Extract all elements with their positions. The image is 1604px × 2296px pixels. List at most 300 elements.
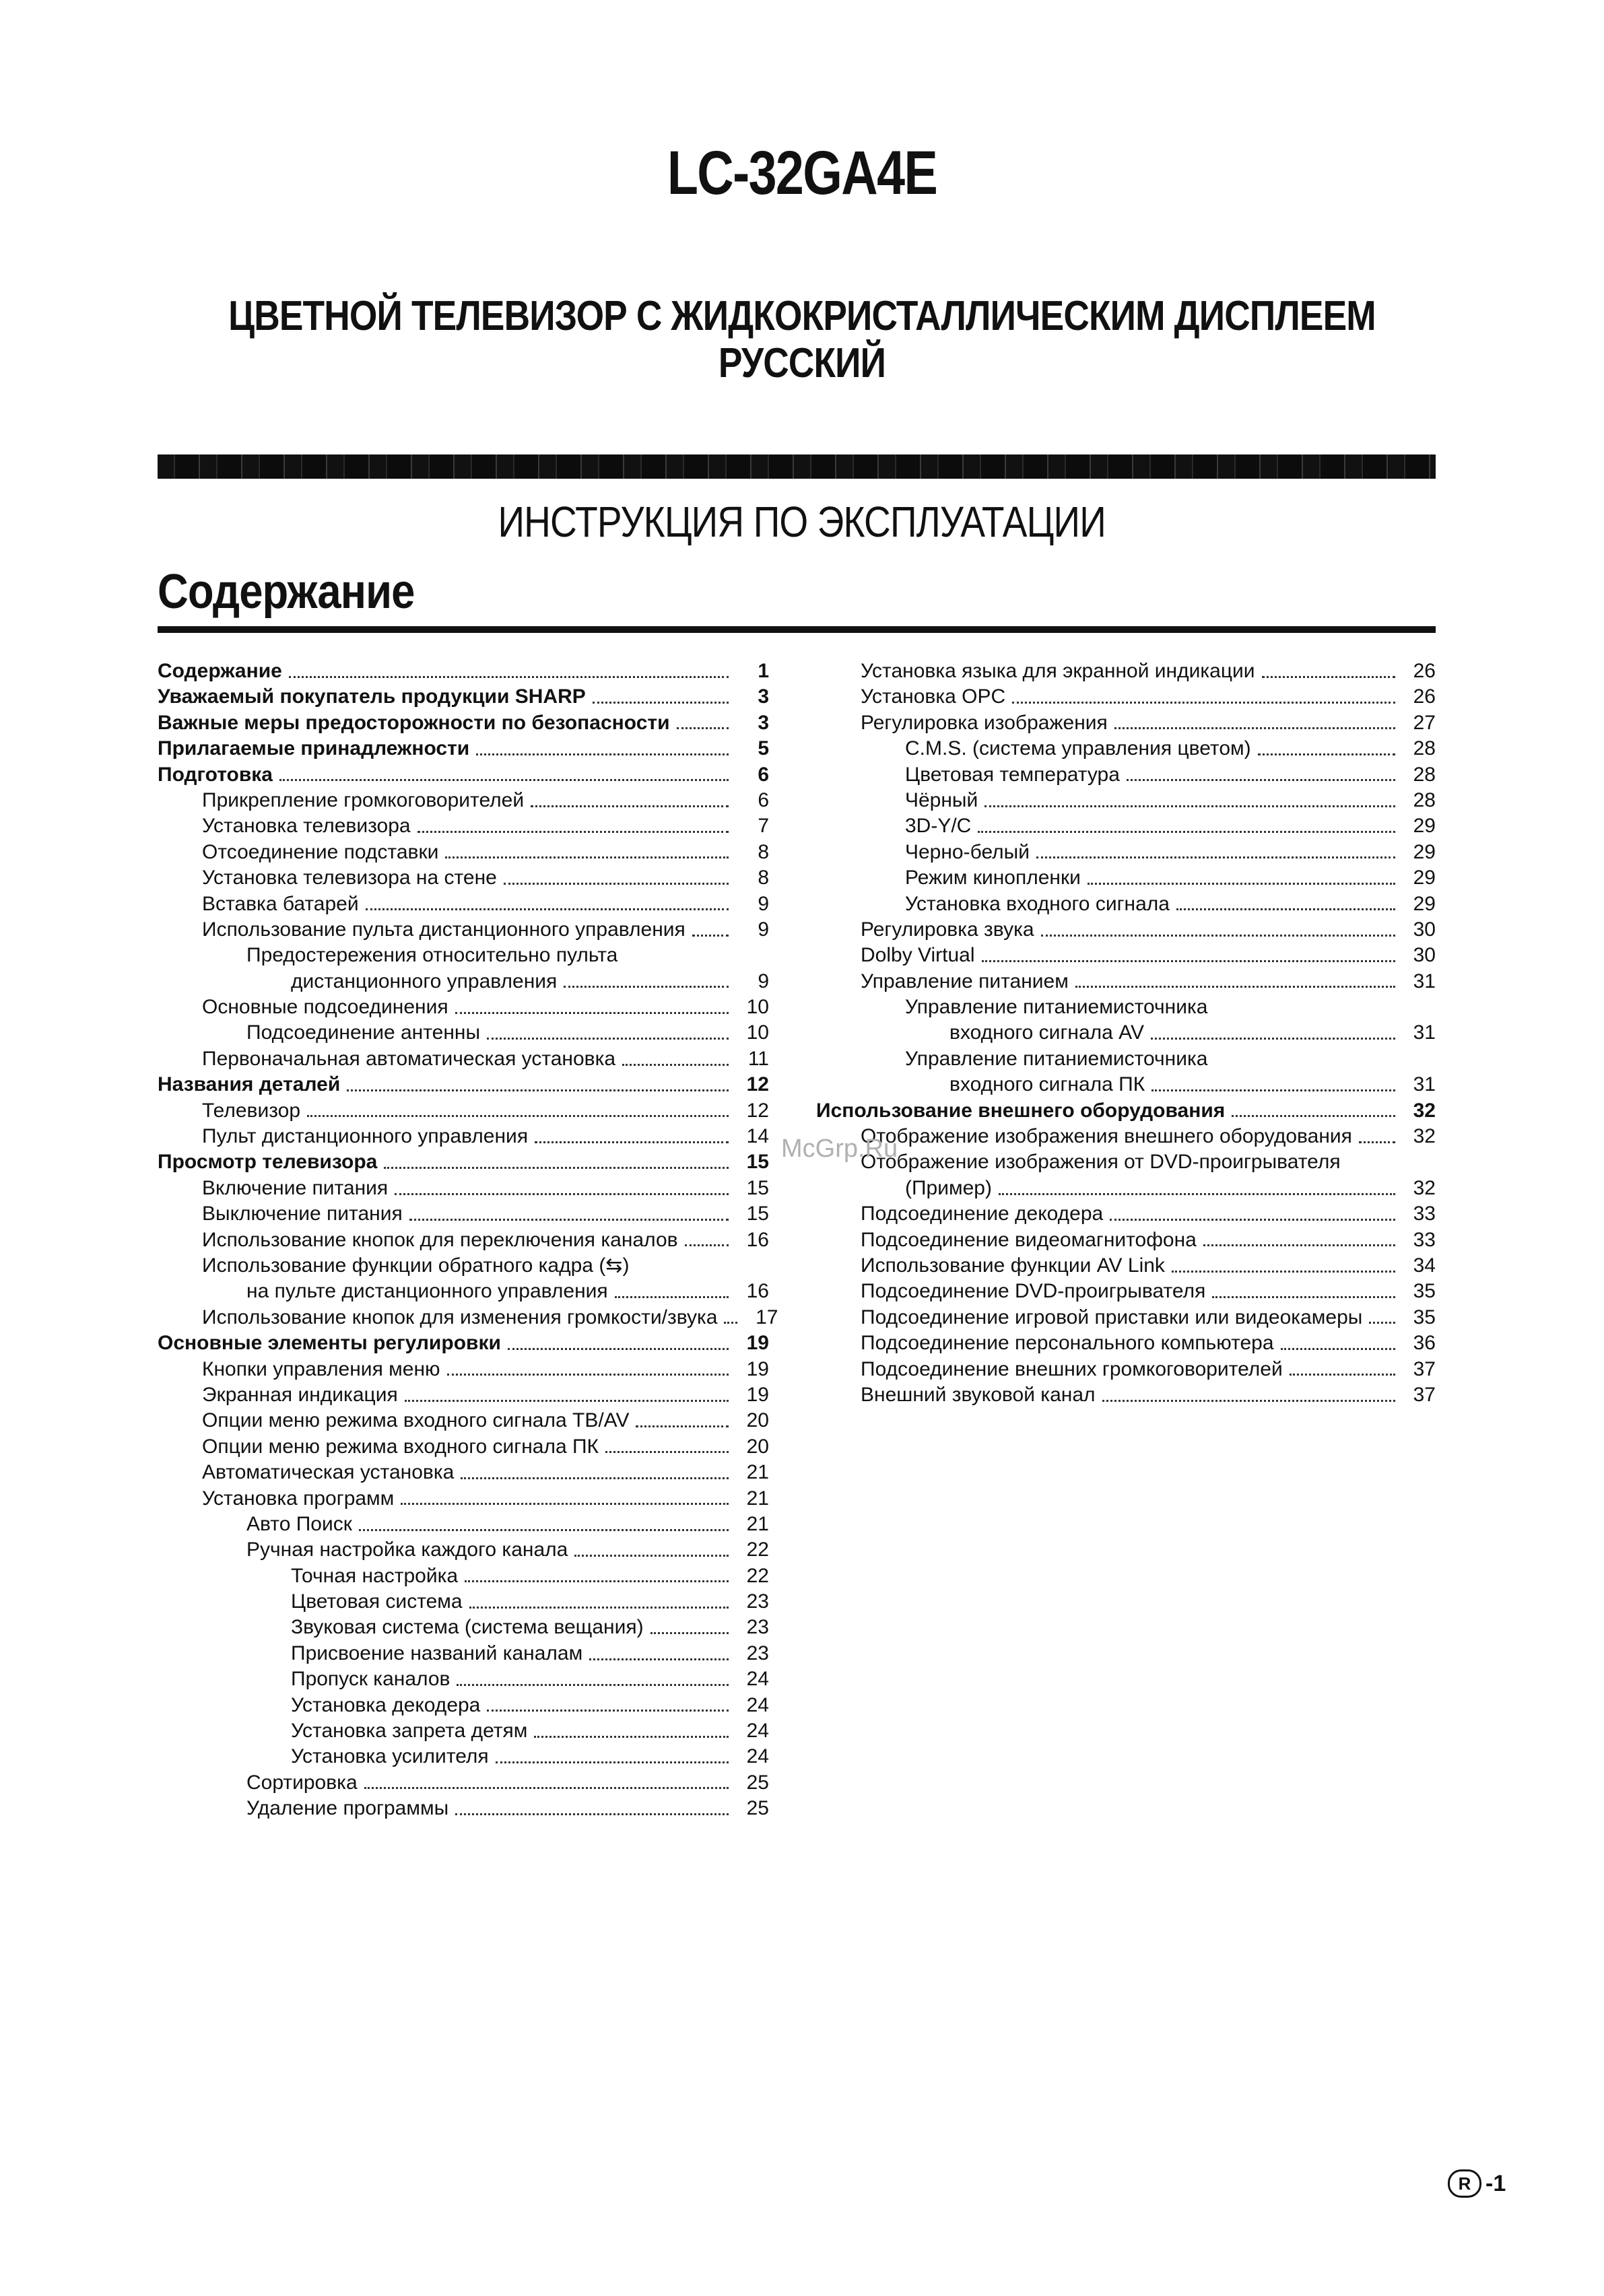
toc-entry-page: 37 (1413, 1357, 1436, 1380)
toc-entry (158, 1641, 769, 1666)
page-number (1448, 2169, 1506, 2198)
toc-leader-dots (1151, 1038, 1395, 1040)
toc-entry-page: 36 (1413, 1332, 1436, 1355)
toc-entry (816, 1305, 1436, 1330)
toc-entry (158, 1589, 769, 1615)
toc-entry-page: 21 (746, 1512, 769, 1535)
toc-entry-title: Сортировка (246, 1771, 358, 1794)
toc-entry-page: 23 (746, 1590, 769, 1613)
toc-leader-dots (1281, 1348, 1395, 1350)
toc-entry-page: 24 (746, 1668, 769, 1691)
watermark: McGrp.Ru (781, 1135, 898, 1163)
toc-entry (816, 710, 1436, 736)
toc-leader-dots (1114, 727, 1395, 729)
toc-entry (158, 1279, 769, 1304)
product-title (0, 293, 1604, 387)
toc-entry-title: Отсоединение подставки (202, 840, 439, 863)
toc-leader-dots (1012, 702, 1395, 704)
toc-leader-dots (978, 831, 1395, 833)
toc-entry-title: Управление питаниемисточника (905, 996, 1208, 1019)
toc-entry-title: Установка усилителя (291, 1745, 489, 1768)
region-mark: R (1448, 2169, 1481, 2198)
toc-leader-dots (1041, 935, 1395, 937)
toc-entry-page: 31 (1413, 970, 1436, 992)
toc-entry-page: 19 (746, 1332, 769, 1355)
toc-entry-title: Установка декодера (291, 1693, 481, 1716)
toc-leader-dots (1110, 1219, 1395, 1221)
toc-entry-title: Вставка батарей (202, 892, 359, 915)
toc-entry-title: Опции меню режима входного сигнала ПК (202, 1435, 599, 1458)
toc-entry-title: Регулировка изображения (861, 711, 1108, 734)
toc-entry-page: 32 (1413, 1099, 1436, 1122)
toc-entry-page: 20 (746, 1435, 769, 1458)
toc-leader-dots (615, 1296, 729, 1298)
toc-entry-title: Режим кинопленки (905, 867, 1081, 889)
toc-entry (816, 1046, 1436, 1072)
toc-entry-page: 9 (758, 918, 769, 941)
toc-entry-title: Предостережения относительно пульта (246, 944, 618, 967)
toc-entry-title: дистанционного управления (291, 970, 558, 992)
toc-entry (816, 1253, 1436, 1279)
toc-entry (158, 1770, 769, 1796)
toc-entry-page: 8 (758, 867, 769, 889)
toc-leader-dots (364, 1787, 729, 1789)
toc-entry-page: 25 (746, 1797, 769, 1820)
toc-entry (158, 1176, 769, 1201)
toc-leader-dots (982, 960, 1395, 962)
toc-leader-dots (692, 935, 729, 937)
toc-entry-page: 5 (758, 737, 769, 760)
toc-entry-title: Присвоение названий каналам (291, 1642, 583, 1664)
toc-entry-page: 6 (758, 763, 769, 786)
toc-entry-title: Точная настройка (291, 1564, 459, 1587)
toc-entry (158, 1227, 769, 1253)
toc-entry-page: 10 (746, 996, 769, 1019)
toc-entry-page: 17 (756, 1306, 778, 1328)
toc-entry (158, 1666, 769, 1692)
toc-entry (158, 736, 769, 762)
toc-entry (158, 1305, 778, 1330)
toc-entry (816, 969, 1436, 994)
toc-leader-dots (366, 908, 729, 910)
toc-entry (158, 1486, 769, 1512)
toc-entry-title: Подсоединение антенны (246, 1021, 481, 1044)
toc-leader-dots (1075, 986, 1395, 988)
toc-entry-page: 33 (1413, 1228, 1436, 1251)
toc-entry (158, 1434, 769, 1460)
toc-entry (816, 1020, 1436, 1046)
toc-leader-dots (445, 856, 729, 858)
toc-leader-dots (1102, 1400, 1395, 1402)
toc-entry (158, 891, 769, 917)
toc-entry-page: 12 (746, 1099, 769, 1122)
toc-entry (816, 1201, 1436, 1227)
toc-entry-page: 9 (758, 892, 769, 915)
toc-entry (158, 1253, 769, 1279)
toc-entry-page: 6 (758, 788, 769, 811)
toc-leader-dots (535, 1141, 729, 1143)
toc-entry (816, 813, 1436, 839)
toc-entry-title: Прилагаемые принадлежности (158, 737, 470, 760)
toc-entry-title: Чёрный (905, 788, 978, 811)
toc-entry-page: 31 (1413, 1073, 1436, 1096)
toc-leader-dots (574, 1555, 729, 1557)
toc-entry-title: Пульт дистанционного управления (202, 1125, 529, 1148)
toc-entry-page: 21 (746, 1461, 769, 1484)
toc-entry (158, 1615, 769, 1640)
toc-leader-dots (1127, 779, 1395, 781)
toc-entry-title: Кнопки управления меню (202, 1357, 440, 1380)
toc-entry-page: 16 (746, 1228, 769, 1251)
toc-entry-page: 3 (758, 711, 769, 734)
toc-entry-title: Подсоединение персонального компьютера (861, 1332, 1274, 1355)
toc-leader-dots (401, 1503, 729, 1505)
toc-entry-title: C.M.S. (система управления цветом) (905, 737, 1251, 760)
toc-entry-title: Отображение изображения внешнего оборудования (861, 1125, 1352, 1148)
toc-entry-page: 30 (1413, 944, 1436, 967)
toc-entry-page: 11 (747, 1047, 769, 1070)
toc-entry-page: 14 (746, 1125, 769, 1148)
toc-entry (158, 788, 769, 813)
toc-leader-dots (496, 1761, 729, 1763)
toc-entry (816, 1279, 1436, 1304)
toc-entry-title: Важные меры предосторожности по безопасности (158, 711, 670, 734)
toc-entry-page: 28 (1413, 737, 1436, 760)
toc-entry-page: 32 (1413, 1125, 1436, 1148)
toc-leader-dots (395, 1193, 729, 1195)
manual-title: ИНСТРУКЦИЯ ПО ЭКСПЛУАТАЦИИ (498, 498, 1106, 546)
toc-entry-page: 26 (1413, 685, 1436, 708)
toc-entry-title: Телевизор (202, 1099, 301, 1122)
toc-leader-dots (564, 986, 729, 988)
toc-entry-title: Цветовая система (291, 1590, 463, 1613)
toc-entry (158, 917, 769, 943)
toc-leader-dots (487, 1710, 729, 1712)
toc-entry (158, 1563, 769, 1589)
toc-entry (158, 1382, 769, 1408)
toc-entry-page: 23 (746, 1616, 769, 1639)
toc-entry (816, 917, 1436, 943)
toc-entry-page: 15 (746, 1203, 769, 1225)
toc-entry-page: 28 (1413, 788, 1436, 811)
toc-leader-dots (469, 1607, 729, 1609)
toc-entry (158, 994, 769, 1020)
toc-leader-dots (1151, 1089, 1395, 1091)
toc-entry-page: 1 (758, 660, 769, 682)
toc-entry-title: Установка OPC (861, 685, 1006, 708)
toc-entry-page: 35 (1413, 1306, 1436, 1328)
toc-leader-dots (455, 1012, 729, 1014)
toc-entry (158, 813, 769, 839)
toc-entry (158, 762, 769, 788)
toc-entry (816, 1149, 1436, 1175)
toc-leader-dots (476, 753, 729, 755)
toc-entry (816, 762, 1436, 788)
toc-leader-dots (455, 1813, 729, 1815)
toc-leader-dots (1203, 1244, 1395, 1246)
toc-entry-page: 15 (746, 1176, 769, 1199)
toc-entry (816, 1072, 1436, 1098)
toc-entry (158, 1796, 769, 1821)
toc-entry (158, 1537, 769, 1563)
toc-entry-page: 10 (746, 1021, 769, 1044)
toc-leader-dots (1262, 676, 1395, 678)
toc-entry-title: входного сигнала AV (949, 1021, 1144, 1044)
toc-leader-dots (1369, 1322, 1395, 1324)
toc-entry (158, 1149, 769, 1175)
toc-entry-title: 3D-Y/C (905, 815, 972, 838)
toc-entry (158, 1020, 769, 1046)
toc-entry (816, 1098, 1436, 1124)
toc-entry-title: Удаление программы (246, 1797, 449, 1820)
toc-entry-title: Регулировка звука (861, 918, 1034, 941)
toc-leader-dots (409, 1219, 729, 1221)
toc-entry-page: 34 (1413, 1254, 1436, 1277)
toc-entry-page: 8 (758, 840, 769, 863)
toc-leader-dots (1212, 1296, 1395, 1298)
toc-entry-title: Управление питанием (861, 970, 1069, 992)
toc-leader-dots (307, 1115, 729, 1117)
page-number-text: -1 (1485, 2170, 1506, 2196)
toc-entry (816, 1176, 1436, 1201)
toc-entry-page: 28 (1413, 763, 1436, 786)
toc-entry (158, 943, 769, 968)
toc-leader-dots (984, 805, 1395, 807)
toc-entry (816, 840, 1436, 865)
toc-entry-title: Установка программ (202, 1487, 395, 1510)
toc-entry-title: Подсоединение декодера (861, 1203, 1104, 1225)
toc-leader-dots (384, 1167, 729, 1169)
toc-entry (158, 1072, 769, 1098)
toc-entry-title: Подсоединение DVD-проигрывателя (861, 1280, 1206, 1303)
toc-entry (816, 994, 1436, 1020)
toc-entry-title: Уважаемый покупатель продукции SHARP (158, 685, 586, 708)
toc-entry-page: 24 (746, 1720, 769, 1743)
toc-leader-dots (447, 1374, 729, 1376)
toc-entry-title: на пульте дистанционного управления (246, 1280, 608, 1303)
toc-leader-dots (724, 1322, 737, 1324)
toc-entry-page: 29 (1413, 892, 1436, 915)
toc-leader-dots (1088, 883, 1395, 885)
toc-entry-page: 35 (1413, 1280, 1436, 1303)
toc-entry (158, 710, 769, 736)
toc-entry-title: Подсоединение игровой приставки или видеокамеры (861, 1306, 1363, 1328)
toc-leader-dots (534, 1736, 729, 1738)
toc-entry-title: Пропуск каналов (291, 1668, 450, 1691)
toc-entry-title: Установка языка для экранной индикации (861, 660, 1255, 682)
toc-entry-title: Внешний звуковой канал (861, 1383, 1096, 1406)
toc-entry (816, 684, 1436, 710)
toc-entry-title: Автоматическая установка (202, 1461, 455, 1484)
toc-entry (816, 943, 1436, 968)
toc-entry-title: входного сигнала ПК (949, 1073, 1145, 1096)
toc-entry (816, 865, 1436, 891)
toc-entry-title: Управление питаниемисточника (905, 1047, 1208, 1070)
toc-entry-page: 29 (1413, 840, 1436, 863)
toc-entry-title: Основные подсоединения (202, 996, 448, 1019)
toc-leader-dots (605, 1451, 729, 1453)
toc-entry (816, 1382, 1436, 1408)
toc-entry (158, 840, 769, 865)
toc-entry-title: Черно-белый (905, 840, 1030, 863)
toc-entry-title: Использование пульта дистанционного управления (202, 918, 686, 941)
toc-entry-title: Просмотр телевизора (158, 1151, 378, 1174)
product-title-line1: ЦВЕТНОЙ ТЕЛЕВИЗОР С ЖИДКОКРИСТАЛЛИЧЕСКИМ ДИСПЛЕЕМ (228, 293, 1376, 339)
toc-entry-title: Авто Поиск (246, 1512, 352, 1535)
toc-entry-page: 30 (1413, 918, 1436, 941)
toc-entry (158, 1408, 769, 1433)
toc-leader-dots (417, 831, 729, 833)
toc-entry-title: Содержание (158, 660, 282, 682)
toc-leader-dots (622, 1064, 729, 1066)
toc-entry-title: Экранная индикация (202, 1383, 398, 1406)
toc-leader-dots (1172, 1271, 1395, 1273)
toc-leader-dots (405, 1400, 729, 1402)
toc-leader-dots (289, 676, 729, 678)
toc-leader-dots (685, 1244, 729, 1246)
toc-leader-dots (1232, 1115, 1395, 1117)
toc-entry-page: 12 (746, 1073, 769, 1096)
toc-entry-page: 20 (746, 1409, 769, 1432)
toc-entry (158, 659, 769, 684)
toc-entry-title: Dolby Virtual (861, 944, 975, 967)
toc-entry-page: 22 (746, 1539, 769, 1561)
toc-entry-title: Выключение питания (202, 1203, 403, 1225)
toc-entry (816, 788, 1436, 813)
model-number: LC-32GA4E (667, 139, 937, 207)
toc-entry (158, 1512, 769, 1537)
toc-leader-dots (279, 779, 729, 781)
toc-entry (158, 1718, 769, 1744)
toc-leader-dots (457, 1684, 729, 1686)
toc-entry-title: Первоначальная автоматическая установка (202, 1047, 616, 1070)
toc-leader-dots (636, 1425, 729, 1427)
toc-entry-page: 25 (746, 1771, 769, 1794)
toc-entry (816, 659, 1436, 684)
toc-entry (816, 736, 1436, 762)
toc-entry (158, 969, 769, 994)
toc-left-column (158, 659, 778, 1822)
toc-leader-dots (359, 1529, 729, 1531)
toc-leader-dots (508, 1348, 729, 1350)
toc-entry-page: 3 (758, 685, 769, 708)
toc-entry (158, 1460, 769, 1485)
toc-entry-title: Установка входного сигнала (905, 892, 1170, 915)
toc-entry-title: Основные элементы регулировки (158, 1332, 501, 1355)
toc-entry-page: 26 (1413, 660, 1436, 682)
toc-entry-title: Опции меню режима входного сигнала ТВ/AV (202, 1409, 630, 1432)
toc-entry-page: 15 (746, 1151, 769, 1174)
toc-entry-title: Звуковая система (система вещания) (291, 1616, 644, 1639)
toc-leader-dots (465, 1580, 729, 1582)
toc-entry-page: 23 (746, 1642, 769, 1664)
contents-heading: Содержание (158, 565, 415, 619)
toc-leader-dots (589, 1658, 729, 1660)
toc-entry-page: 27 (1413, 711, 1436, 734)
toc-entry-page: 7 (758, 815, 769, 838)
toc-entry-title: Установка запрета детям (291, 1720, 528, 1743)
toc-leader-dots (1258, 753, 1395, 755)
toc-leader-dots (593, 702, 729, 704)
toc-entry (816, 1357, 1436, 1382)
toc-entry-page: 24 (746, 1745, 769, 1768)
toc-entry (158, 865, 769, 891)
toc-entry (816, 1124, 1436, 1149)
toc-leader-dots (461, 1477, 729, 1479)
toc-entry-page: 24 (746, 1693, 769, 1716)
toc-entry-title: Использование внешнего оборудования (816, 1099, 1226, 1122)
toc-leader-dots (1359, 1141, 1395, 1143)
toc-leader-dots (487, 1038, 729, 1040)
toc-entry-title: Прикрепление громкоговорителей (202, 788, 525, 811)
toc-entry-title: Подсоединение видеомагнитофона (861, 1228, 1197, 1251)
toc-entry-page: 31 (1413, 1021, 1436, 1044)
toc-entry (816, 891, 1436, 917)
toc-entry-title: Использование кнопок для переключения каналов (202, 1228, 678, 1251)
toc-entry-page: 29 (1413, 815, 1436, 838)
toc-leader-dots (504, 883, 729, 885)
toc-leader-dots (999, 1193, 1395, 1195)
toc-entry-title: Названия деталей (158, 1073, 341, 1096)
toc-entry (158, 1693, 769, 1718)
toc-entry (158, 1201, 769, 1227)
toc-entry (158, 1330, 769, 1356)
toc-entry (158, 1046, 769, 1072)
toc-entry-page: 21 (746, 1487, 769, 1510)
toc-entry-page: 32 (1413, 1176, 1436, 1199)
toc-right-column (816, 659, 1436, 1408)
toc-leader-dots (650, 1632, 729, 1634)
decorative-band (158, 454, 1436, 479)
toc-entry-page: 33 (1413, 1203, 1436, 1225)
toc-leader-dots (1290, 1374, 1395, 1376)
toc-entry-title: Отображение изображения от DVD-проигрывателя (861, 1151, 1341, 1174)
toc-entry-title: Использование функции AV Link (861, 1254, 1165, 1277)
toc-entry-page: 9 (758, 970, 769, 992)
toc-entry-page: 19 (746, 1383, 769, 1406)
toc-entry-title: Подсоединение внешних громкоговорителей (861, 1357, 1283, 1380)
toc-leader-dots (347, 1089, 729, 1091)
toc-entry-title: Установка телевизора на стене (202, 867, 497, 889)
toc-entry-title: Использование кнопок для изменения громкости/звука (202, 1306, 718, 1328)
toc-entry-page: 19 (746, 1357, 769, 1380)
toc-entry (816, 1330, 1436, 1356)
product-title-line2: РУССКИЙ (718, 340, 886, 386)
toc-entry-title: Установка телевизора (202, 815, 411, 838)
toc-entry-title: Подготовка (158, 763, 273, 786)
toc-entry (158, 1744, 769, 1769)
toc-leader-dots (531, 805, 729, 807)
toc-entry (158, 1357, 769, 1382)
toc-entry-title: Ручная настройка каждого канала (246, 1539, 568, 1561)
toc-entry-title: Включение питания (202, 1176, 389, 1199)
toc-leader-dots (1176, 908, 1395, 910)
toc-leader-dots (1036, 856, 1395, 858)
toc-entry-page: 16 (746, 1280, 769, 1303)
toc-leader-dots (677, 727, 729, 729)
toc-entry-title: Цветовая температура (905, 763, 1120, 786)
toc-entry-title: (Пример) (905, 1176, 992, 1199)
toc-entry-page: 37 (1413, 1383, 1436, 1406)
toc-entry-page: 29 (1413, 867, 1436, 889)
toc-entry (158, 1098, 769, 1124)
toc-entry-title: Использование функции обратного кадра (⇆) (202, 1254, 630, 1277)
toc-entry (816, 1227, 1436, 1253)
toc-entry-page: 22 (746, 1564, 769, 1587)
toc-entry (158, 1124, 769, 1149)
toc-entry (158, 684, 769, 710)
heading-rule (158, 626, 1436, 633)
